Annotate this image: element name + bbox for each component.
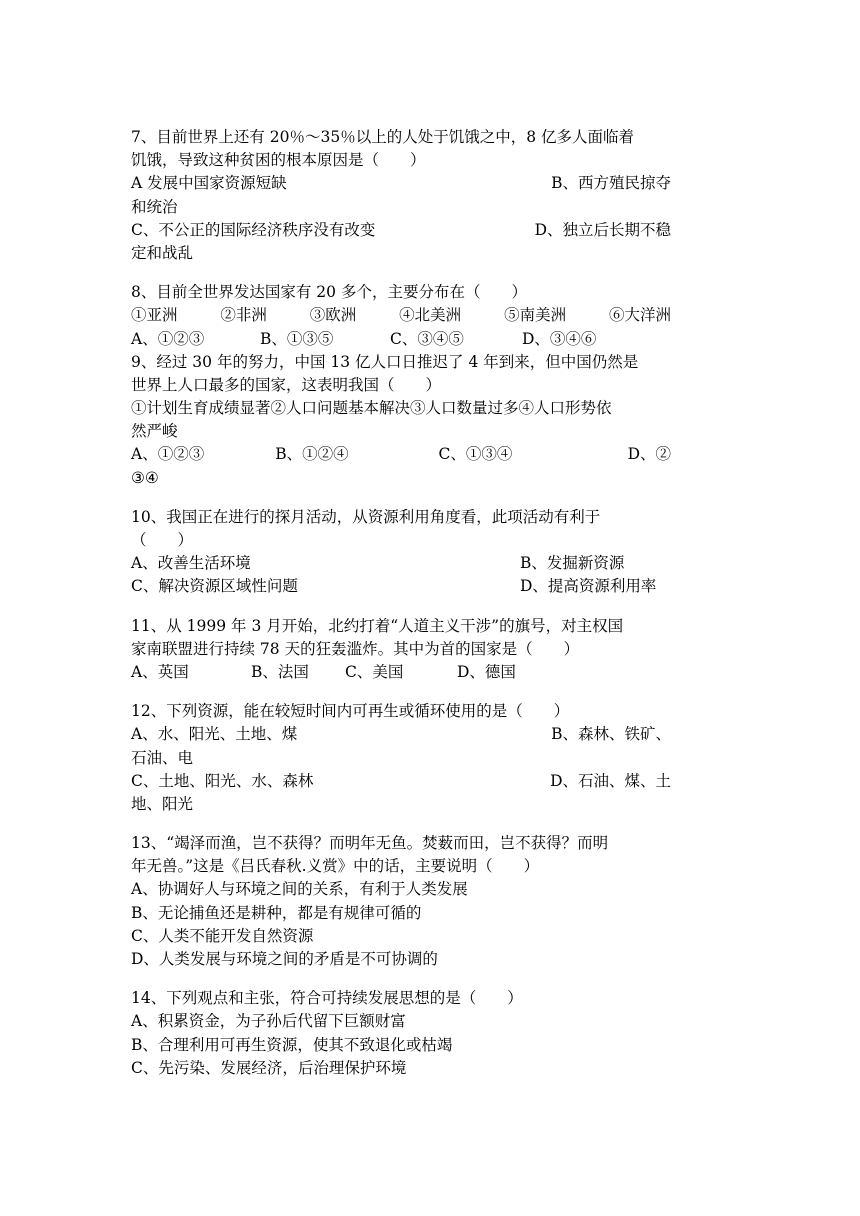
q9-stem-line-3: ①计划生育成绩显著②人口问题基本解决③人口数量过多④人口形势依 [131,399,612,418]
q12-option-c: C、土地、阳光、水、森林 [131,771,314,790]
q7-option-d-cont: 定和战乱 [131,243,194,262]
question-12 [131,700,671,816]
q8-item: ⑤南美洲 [504,306,567,325]
question-13 [131,832,671,971]
q9-option-d: D、② [627,445,672,464]
q12-option-d-cont: 地、阳光 [131,794,194,813]
q13-option-d: D、人类发展与环境之间的矛盾是不可协调的 [131,950,438,968]
q8-items [131,304,671,327]
q13-option-a: A、协调好人与环境之间的关系，有利于人类发展 [131,880,468,899]
q8-option-d: D、③④⑥ [522,329,597,348]
q11-option-a: A、英国 [131,662,189,681]
q8-stem: 8、目前全世界发达国家有 20 多个，主要分布在（ ） [131,283,527,302]
q13-option-c: C、人类不能开发自然资源 [131,926,314,945]
q11-option-c: C、美国 [345,662,404,681]
q10-options-ab [131,552,671,575]
question-11 [131,615,671,685]
q13-stem-line-1: 13、“竭泽而渔，岂不获得？而明年无鱼。焚薮而田，岂不获得？而明 [131,834,609,853]
document-page [131,126,671,1080]
q9-stem-line-2: 世界上人口最多的国家，这表明我国（ ） [131,375,442,394]
q10-options-cd [131,575,671,598]
q8-item: ⑥大洋洲 [608,306,671,325]
q9-option-d-cont: ③④ [131,468,159,487]
q8-option-c: C、③④⑤ [390,329,464,348]
question-10 [131,506,671,599]
q7-option-a: A 发展中国家资源短缺 [131,174,287,193]
q11-option-b: B、法国 [251,662,309,681]
q7-stem-line-2: 饥饿，导致这种贫困的根本原因是（ ） [131,151,426,170]
q11-options [131,661,671,684]
q10-option-c: C、解决资源区域性问题 [131,577,298,596]
q13-stem-line-2: 年无兽。”这是《吕氏春秋.义赏》中的话，主要说明（ ） [131,857,540,876]
q7-options-cd [131,219,671,242]
q9-options [131,443,671,466]
q10-stem-line-2: （ ） [131,531,194,549]
q8-item: ③欧洲 [309,306,357,325]
q10-option-a: A、改善生活环境 [131,554,251,573]
q8-item: ②非洲 [220,306,267,325]
q9-option-c: C、①③④ [438,445,513,464]
q12-stem: 12、下列资源，能在较短时间内可再生或循环使用的是（ ） [131,702,570,721]
q12-options-cd [131,770,671,793]
q11-stem-line-1: 11、从 1999 年 3 月开始，北约打着“人道主义干涉”的旗号，对主权国 [131,616,624,635]
q10-option-b: B、发掘新资源 [520,554,625,573]
q12-option-a: A、水、阳光、土地、煤 [131,725,298,744]
q7-option-b-cont: 和统治 [131,197,178,216]
q12-option-d: D、石油、煤、土 [550,771,671,790]
q7-stem-line-1: 7、目前世界上还有 20％～35％以上的人处于饥饿之中，8 亿多人面临着 [131,128,635,146]
q12-option-b-cont: 石油、电 [131,748,194,767]
q8-options [131,328,671,351]
q9-option-b: B、①②④ [275,445,349,464]
q8-item: ①亚洲 [131,306,178,325]
q8-option-b: B、①③⑤ [260,329,334,348]
question-7 [131,126,671,265]
q14-stem: 14、下列观点和主张，符合可持续发展思想的是（ ） [131,989,523,1008]
question-8 [131,281,671,351]
q9-stem-line-1: 9、经过 30 年的努力，中国 13 亿人口日推迟了 4 年到来，但中国仍然是 [131,352,639,371]
q13-option-b: B、无论捕鱼还是耕种，都是有规律可循的 [131,903,422,922]
q9-stem-line-4: 然严峻 [131,422,178,441]
q12-options-ab [131,723,671,746]
q7-option-c: C、不公正的国际经济秩序没有改变 [131,220,376,239]
q11-option-d: D、德国 [457,662,516,681]
q7-options-ab [131,172,671,195]
question-14 [131,987,671,1080]
q10-option-d: D、提高资源利用率 [520,577,657,596]
q14-option-b: B、合理利用可再生资源，使其不致退化或枯竭 [131,1035,453,1054]
q8-option-a: A、①②③ [131,329,205,348]
q14-option-c: C、先污染、发展经济，后治理保护环境 [131,1058,407,1077]
q10-stem-line-1: 10、我国正在进行的探月活动，从资源利用角度看，此项活动有利于 [131,507,601,526]
q8-item: ④北美洲 [399,306,462,325]
q12-option-b: B、森林、铁矿、 [551,725,671,744]
q7-option-b: B、西方殖民掠夺 [551,174,671,193]
q9-option-a: A、①②③ [131,445,205,464]
q7-option-d: D、独立后长期不稳 [534,220,671,239]
q14-option-a: A、积累资金，为子孙后代留下巨额财富 [131,1012,406,1031]
question-9 [131,351,671,490]
q11-stem-line-2: 家南联盟进行持续 78 天的狂轰滥炸。其中为首的国家是（ ） [131,639,580,658]
